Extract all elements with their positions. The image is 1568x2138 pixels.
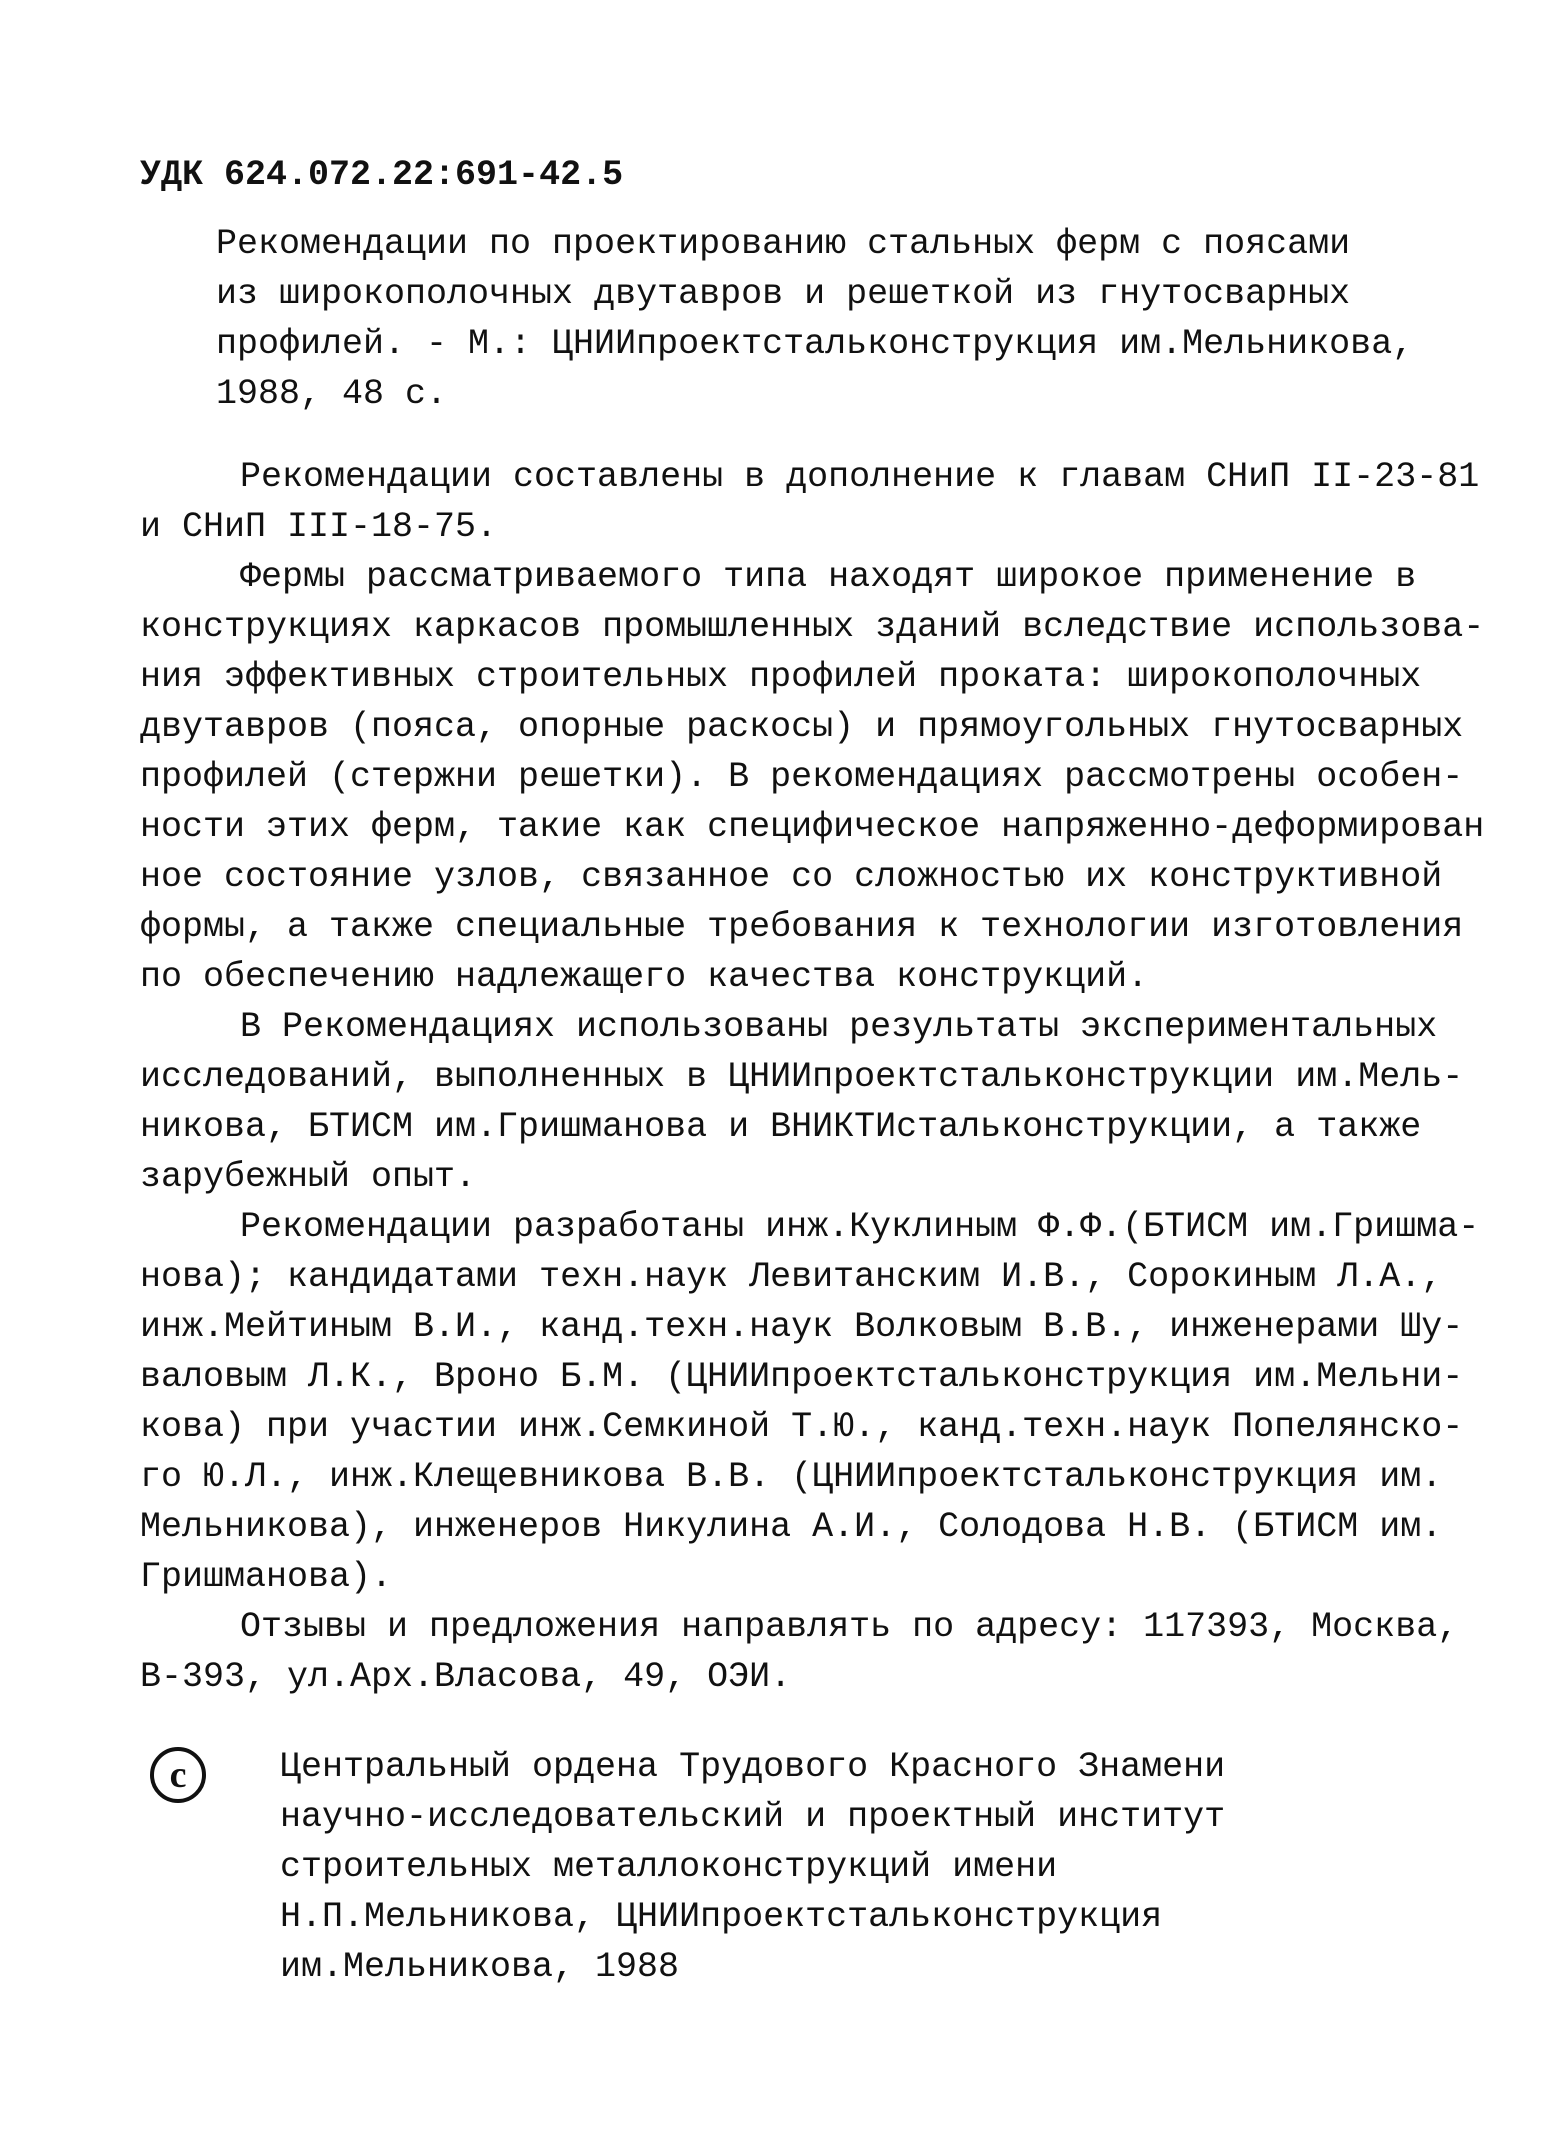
body-line: кова) при участии инж.Семкиной Т.Ю., канд.техн.наук Попелянско- [140, 1407, 1464, 1447]
body-line: инж.Мейтиным В.И., канд.техн.наук Волковым В.В., инженерами Шу- [140, 1307, 1464, 1347]
body-line: зарубежный опыт. [140, 1157, 477, 1197]
copyright-icon: c [150, 1747, 206, 1803]
body-line: ное состояние узлов, связанное со сложностью их конструктивной [140, 857, 1443, 897]
body-line: ния эффективных строительных профилей проката: широкополочных [140, 657, 1422, 697]
body-line: двутавров (пояса, опорные раскосы) и прямоугольных гнутосварных [140, 707, 1464, 747]
body-line: по обеспечению надлежащего качества конструкций. [140, 957, 1149, 997]
body-line: го Ю.Л., инж.Клещевникова В.В. (ЦНИИпроектстальконструкция им. [140, 1457, 1443, 1497]
copyright-line: научно-исследовательский и проектный институт [280, 1797, 1226, 1837]
body-line: формы, а также специальные требования к технологии изготовления [140, 907, 1464, 947]
body-line: Мельникова), инженеров Никулина А.И., Солодова Н.В. (БТИСМ им. [140, 1507, 1443, 1547]
body-line: нова); кандидатами техн.наук Левитанским И.В., Сорокиным Л.А., [140, 1257, 1443, 1297]
body-line: ности этих ферм, такие как специфическое напряженно-деформирован [140, 807, 1485, 847]
body-line: Рекомендации составлены в дополнение к главам СНиП II-23-81 [240, 457, 1480, 497]
body-line: Отзывы и предложения направлять по адресу: 117393, Москва, [240, 1607, 1459, 1647]
body-line: Рекомендации разработаны инж.Куклиным Ф.Ф.(БТИСМ им.Гришма- [240, 1207, 1480, 1247]
body-line: профилей (стержни решетки). В рекомендациях рассмотрены особен- [140, 757, 1464, 797]
body-line: Гришманова). [140, 1557, 393, 1597]
body-line: никова, БТИСМ им.Гришманова и ВНИКТИстальконструкции, а также [140, 1107, 1422, 1147]
copyright-line: Н.П.Мельникова, ЦНИИпроектстальконструкция [280, 1897, 1163, 1937]
copyright-line: им.Мельникова, 1988 [280, 1947, 680, 1987]
body-line: и СНиП III-18-75. [140, 507, 498, 547]
copyright-line: строительных металлоконструкций имени [280, 1847, 1058, 1887]
citation-line: Рекомендации по проектированию стальных ферм с поясами [216, 224, 1351, 264]
copyright-line: Центральный ордена Трудового Красного Знамени [280, 1747, 1226, 1787]
body-line: исследований, выполненных в ЦНИИпроектстальконструкции им.Мель- [140, 1057, 1464, 1097]
citation-line: из широкополочных двутавров и решеткой из гнутосварных [216, 274, 1351, 314]
body-line: Фермы рассматриваемого типа находят широкое применение в [240, 557, 1417, 597]
citation-line: профилей. - М.: ЦНИИпроектстальконструкция им.Мельникова, [216, 324, 1414, 364]
body-line: конструкциях каркасов промышленных зданий вследствие использова- [140, 607, 1485, 647]
citation-line: 1988, 48 с. [216, 374, 448, 414]
body-line: В Рекомендациях использованы результаты экспериментальных [240, 1007, 1438, 1047]
udk-code: УДК 624.072.22:691-42.5 [140, 155, 624, 195]
body-line: В-393, ул.Арх.Власова, 49, ОЭИ. [140, 1657, 792, 1697]
body-line: валовым Л.К., Вроно Б.М. (ЦНИИпроектстальконструкция им.Мельни- [140, 1357, 1464, 1397]
